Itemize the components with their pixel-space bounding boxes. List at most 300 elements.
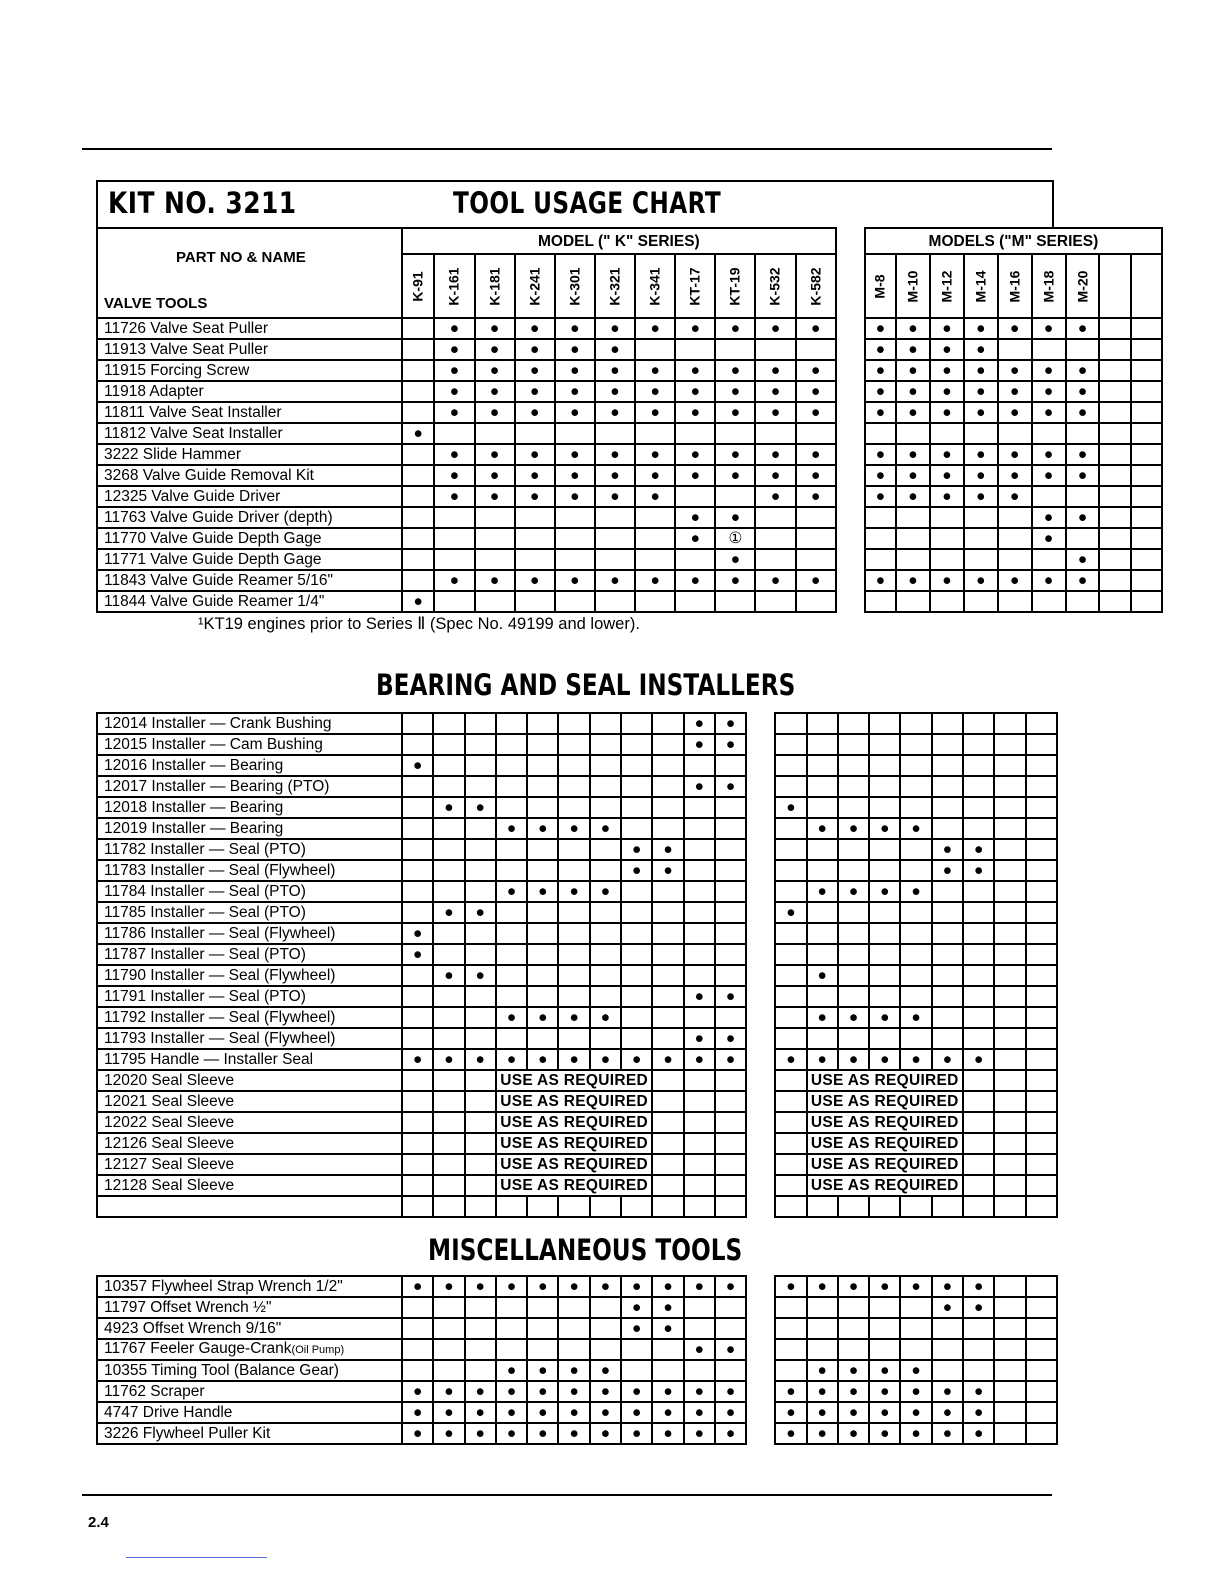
k-cell-kt-17	[621, 944, 652, 965]
m-cell-m-8	[865, 507, 896, 528]
part-name: 11918 Adapter	[97, 381, 402, 402]
k-cell-k-321	[595, 507, 635, 528]
m-cell-m-8: ●	[865, 360, 896, 381]
k-cell-k-582: ●	[715, 1049, 746, 1070]
part-name: 12018 Installer — Bearing	[97, 797, 402, 818]
k-cell-k-532: ●	[684, 1339, 715, 1360]
m-cell-m-18	[932, 986, 963, 1007]
k-cell	[465, 1070, 496, 1091]
k-cell-k-532	[684, 1007, 715, 1028]
m-cell-m-18	[932, 1007, 963, 1028]
m-cell-extra	[1099, 381, 1130, 402]
bearing-table	[96, 712, 1058, 1218]
m-cell-extra	[1026, 1360, 1057, 1381]
k-cell-k-341	[590, 923, 621, 944]
m-cell	[963, 1154, 994, 1175]
m-cell-m-10: ●	[807, 1402, 838, 1423]
m-cell-extra	[1131, 402, 1162, 423]
m-cell-extra	[1026, 776, 1057, 797]
k-cell	[433, 1154, 464, 1175]
m-cell	[994, 1091, 1025, 1112]
k-cell-kt-17	[621, 1360, 652, 1381]
k-cell-k-301: ●	[527, 1360, 558, 1381]
table-row	[97, 528, 1162, 549]
k-model-header	[715, 254, 755, 318]
m-cell-m-14	[964, 549, 998, 570]
m-cell-m-14	[964, 507, 998, 528]
m-cell-m-14: ●	[869, 1381, 900, 1402]
misc-section	[96, 1275, 1058, 1445]
k-cell-kt-19	[652, 797, 683, 818]
k-series-header: MODEL (" K" SERIES)	[402, 228, 836, 254]
k-cell-k-321	[558, 797, 589, 818]
k-cell-k-181	[475, 549, 515, 570]
m-cell-m-10	[896, 591, 930, 612]
m-cell	[1026, 1175, 1057, 1196]
m-cell-m-20: ●	[1066, 402, 1100, 423]
m-cell-m-10	[807, 944, 838, 965]
m-cell-m-16	[998, 423, 1032, 444]
m-cell-extra	[1026, 1381, 1057, 1402]
k-cell-k-241	[496, 1339, 527, 1360]
k-cell-k-341	[590, 860, 621, 881]
m-cell-m-20: ●	[1066, 444, 1100, 465]
m-cell-extra	[994, 1049, 1025, 1070]
m-cell-m-8: ●	[775, 1276, 806, 1297]
k-cell-kt-19: ●	[652, 1402, 683, 1423]
k-cell-k-241: ●	[496, 881, 527, 902]
k-cell-kt-19: ●	[715, 444, 755, 465]
k-cell-k-301	[527, 860, 558, 881]
k-cell-kt-17	[621, 776, 652, 797]
m-cell-m-20: ●	[1066, 549, 1100, 570]
k-cell-kt-19: ●	[715, 318, 755, 339]
k-model-header	[434, 254, 474, 318]
k-cell-k-321	[558, 713, 589, 734]
m-cell-extra	[1026, 1402, 1057, 1423]
m-model-header	[1032, 254, 1066, 318]
m-cell-m-16	[900, 797, 931, 818]
m-cell-m-18	[932, 881, 963, 902]
m-cell-m-18	[932, 1339, 963, 1360]
model-label: M-12	[938, 270, 955, 302]
k-cell-k-91: ●	[402, 1381, 433, 1402]
m-cell-m-8	[775, 860, 806, 881]
k-cell-k-91	[402, 318, 434, 339]
k-cell-k-341	[590, 755, 621, 776]
k-cell-k-582	[715, 923, 746, 944]
m-cell-m-12	[838, 1297, 869, 1318]
m-cell-m-10: ●	[896, 339, 930, 360]
k-cell-k-91	[402, 881, 433, 902]
m-cell-m-10: ●	[807, 818, 838, 839]
m-cell-m-14	[869, 755, 900, 776]
m-cell-m-14	[869, 902, 900, 923]
m-cell-m-16	[998, 591, 1032, 612]
use-as-required: USE AS REQUIRED	[496, 1133, 652, 1154]
m-cell-extra	[994, 1339, 1025, 1360]
table-row	[97, 402, 1162, 423]
series-gap	[836, 423, 865, 444]
k-cell-k-91	[402, 1028, 433, 1049]
m-cell-m-8	[775, 965, 806, 986]
k-cell-k-341: ●	[635, 318, 675, 339]
k-cell-k-91	[402, 528, 434, 549]
k-cell-k-532	[755, 591, 795, 612]
series-gap	[746, 902, 775, 923]
k-cell-k-181: ●	[465, 902, 496, 923]
k-cell-k-532: ●	[684, 1049, 715, 1070]
k-cell-k-241	[515, 423, 555, 444]
m-cell-extra	[1131, 549, 1162, 570]
series-gap	[746, 818, 775, 839]
k-cell-k-161: ●	[434, 381, 474, 402]
m-cell-m-8: ●	[865, 465, 896, 486]
k-cell-k-241	[496, 734, 527, 755]
k-cell-k-91	[402, 1297, 433, 1318]
m-cell-extra	[1026, 1007, 1057, 1028]
part-name: 11787 Installer — Seal (PTO)	[97, 944, 402, 965]
k-cell-kt-17	[675, 486, 715, 507]
m-cell-m-18: ●	[932, 1402, 963, 1423]
m-cell-extra	[994, 713, 1025, 734]
top-rule	[82, 148, 1052, 150]
m-cell-extra	[1026, 1276, 1057, 1297]
m-cell-m-20	[963, 965, 994, 986]
m-cell-m-12	[838, 734, 869, 755]
m-cell-m-16	[900, 1339, 931, 1360]
part-name: 12019 Installer — Bearing	[97, 818, 402, 839]
m-cell-m-12: ●	[838, 1007, 869, 1028]
k-cell-k-341: ●	[635, 402, 675, 423]
part-name: 12126 Seal Sleeve	[97, 1133, 402, 1154]
m-cell-m-16	[900, 776, 931, 797]
table-row	[97, 1154, 1057, 1175]
table-row	[97, 381, 1162, 402]
chart-title: TOOL USAGE CHART	[453, 186, 722, 220]
m-cell-extra	[1026, 713, 1057, 734]
use-as-required: USE AS REQUIRED	[496, 1175, 652, 1196]
k-cell-k-582	[715, 839, 746, 860]
m-cell-m-16: ●	[998, 444, 1032, 465]
m-cell-extra	[1026, 1318, 1057, 1339]
k-cell-k-91	[402, 986, 433, 1007]
m-cell-m-12: ●	[838, 1423, 869, 1444]
k-cell-k-241	[496, 944, 527, 965]
k-cell	[402, 1070, 433, 1091]
m-cell-m-10: ●	[807, 1007, 838, 1028]
m-cell-m-20: ●	[963, 1402, 994, 1423]
k-cell-k-181: ●	[475, 444, 515, 465]
m-cell-m-10	[807, 797, 838, 818]
k-cell-k-241: ●	[515, 465, 555, 486]
k-model-header	[675, 254, 715, 318]
model-label: K-532	[767, 266, 784, 306]
m-cell-extra	[1026, 734, 1057, 755]
series-gap	[746, 860, 775, 881]
m-cell-m-12	[838, 755, 869, 776]
m-cell-m-18	[932, 944, 963, 965]
m-cell-m-16: ●	[998, 486, 1032, 507]
m-cell-extra	[1131, 465, 1162, 486]
k-cell-k-341	[590, 734, 621, 755]
k-cell-kt-19: ●	[652, 1049, 683, 1070]
k-cell-kt-17	[621, 1028, 652, 1049]
m-cell-m-10: ●	[896, 570, 930, 591]
m-cell-m-16: ●	[900, 1423, 931, 1444]
part-name: 11783 Installer — Seal (Flywheel)	[97, 860, 402, 881]
m-cell-m-12	[838, 902, 869, 923]
use-as-required: USE AS REQUIRED	[496, 1070, 652, 1091]
k-cell-k-241: ●	[496, 1276, 527, 1297]
k-cell-k-301	[527, 923, 558, 944]
series-gap	[836, 228, 865, 318]
part-name: 11843 Valve Guide Reamer 5/16"	[97, 570, 402, 591]
m-cell-m-12: ●	[838, 1049, 869, 1070]
m-cell-m-14: ●	[964, 360, 998, 381]
k-cell-k-181	[475, 591, 515, 612]
k-cell-k-161	[433, 755, 464, 776]
k-cell-kt-17	[621, 1007, 652, 1028]
m-cell-m-10: ●	[807, 1360, 838, 1381]
k-cell-k-91: ●	[402, 1423, 433, 1444]
m-cell-m-20	[963, 1339, 994, 1360]
k-cell-kt-19: ●	[652, 1381, 683, 1402]
m-cell-extra	[994, 923, 1025, 944]
part-name: 11770 Valve Guide Depth Gage	[97, 528, 402, 549]
m-cell-m-16: ●	[900, 1007, 931, 1028]
k-cell-kt-19	[652, 965, 683, 986]
m-cell-m-14	[869, 1339, 900, 1360]
k-cell-k-582	[715, 818, 746, 839]
m-cell-m-8	[775, 1297, 806, 1318]
table-row	[97, 1028, 1057, 1049]
k-cell-kt-17	[621, 965, 652, 986]
k-cell-kt-17: ●	[675, 570, 715, 591]
m-cell-extra	[1026, 1028, 1057, 1049]
m-cell-extra	[1131, 486, 1162, 507]
k-cell-k-582	[796, 528, 836, 549]
m-cell-m-20: ●	[1066, 507, 1100, 528]
k-cell-k-341	[590, 944, 621, 965]
valve-tools-heading: VALVE TOOLS	[104, 295, 208, 312]
k-cell-k-341	[590, 1028, 621, 1049]
k-cell-k-301: ●	[527, 818, 558, 839]
k-cell-k-181: ●	[475, 381, 515, 402]
k-cell-k-341	[635, 591, 675, 612]
k-cell-k-181: ●	[475, 360, 515, 381]
m-cell-m-16	[900, 1318, 931, 1339]
part-name: 11844 Valve Guide Reamer 1/4"	[97, 591, 402, 612]
m-cell-m-16: ●	[900, 881, 931, 902]
table-row	[97, 1297, 1057, 1318]
m-cell-m-16	[998, 507, 1032, 528]
k-cell-k-321	[558, 965, 589, 986]
use-as-required: USE AS REQUIRED	[807, 1070, 963, 1091]
bottom-rule	[82, 1494, 1052, 1496]
series-gap	[746, 923, 775, 944]
m-cell-m-16	[900, 986, 931, 1007]
m-cell-m-14	[869, 986, 900, 1007]
part-name: 12016 Installer — Bearing	[97, 755, 402, 776]
m-cell-m-14	[869, 839, 900, 860]
k-model-header	[555, 254, 595, 318]
m-cell-m-12	[838, 944, 869, 965]
misc-heading: MISCELLANEOUS TOOLS	[428, 1233, 743, 1267]
k-cell-k-91	[402, 1360, 433, 1381]
k-cell-k-532	[755, 528, 795, 549]
k-model-header	[595, 254, 635, 318]
m-cell-extra	[1131, 570, 1162, 591]
m-cell-extra	[1099, 402, 1130, 423]
series-gap	[746, 734, 775, 755]
k-cell-k-532: ●	[755, 402, 795, 423]
k-cell-k-341	[590, 839, 621, 860]
k-cell-k-321	[558, 1318, 589, 1339]
m-cell-m-10	[807, 776, 838, 797]
m-cell-m-18: ●	[1032, 528, 1066, 549]
series-gap	[746, 1112, 775, 1133]
k-cell-k-181	[475, 507, 515, 528]
part-name-note: (Oil Pump)	[291, 1344, 345, 1356]
part-name: 10357 Flywheel Strap Wrench 1/2"	[97, 1276, 402, 1297]
k-cell-k-582	[796, 423, 836, 444]
m-cell-extra	[994, 986, 1025, 1007]
part-name: 11812 Valve Seat Installer	[97, 423, 402, 444]
k-cell-k-241	[496, 902, 527, 923]
m-cell-extra	[994, 1196, 1025, 1217]
series-gap	[836, 318, 865, 339]
m-cell	[1026, 1154, 1057, 1175]
use-as-required: USE AS REQUIRED	[807, 1112, 963, 1133]
m-cell-m-8: ●	[865, 381, 896, 402]
m-cell-m-20: ●	[963, 1381, 994, 1402]
m-cell-m-16: ●	[900, 1381, 931, 1402]
part-name: 11784 Installer — Seal (PTO)	[97, 881, 402, 902]
k-cell-k-301: ●	[527, 881, 558, 902]
m-cell-m-20	[963, 923, 994, 944]
m-cell-m-10	[807, 1028, 838, 1049]
k-cell-k-301	[527, 797, 558, 818]
k-cell-k-91	[402, 507, 434, 528]
k-cell-k-582	[715, 902, 746, 923]
m-cell-m-8	[775, 1028, 806, 1049]
m-cell-m-12: ●	[930, 570, 964, 591]
table-row	[97, 1091, 1057, 1112]
m-cell-m-10: ●	[896, 465, 930, 486]
k-cell-kt-17	[621, 734, 652, 755]
m-cell-m-12	[838, 860, 869, 881]
m-cell-extra	[994, 1360, 1025, 1381]
k-cell-k-341	[635, 549, 675, 570]
k-cell-k-301	[527, 986, 558, 1007]
k-cell-k-582	[715, 1297, 746, 1318]
k-cell-k-91	[402, 965, 433, 986]
m-cell-extra	[1099, 444, 1130, 465]
part-name: 4747 Drive Handle	[97, 1402, 402, 1423]
k-cell-k-321	[595, 549, 635, 570]
m-cell-m-14: ●	[869, 881, 900, 902]
table-row	[97, 507, 1162, 528]
k-cell-k-91: ●	[402, 755, 433, 776]
m-cell-m-8	[865, 591, 896, 612]
k-cell-k-321: ●	[558, 818, 589, 839]
k-cell-k-181	[465, 755, 496, 776]
k-cell-k-161: ●	[433, 1402, 464, 1423]
m-cell	[963, 1112, 994, 1133]
k-cell	[715, 1133, 746, 1154]
part-name: 12015 Installer — Cam Bushing	[97, 734, 402, 755]
series-gap	[746, 1049, 775, 1070]
k-cell-kt-19	[652, 923, 683, 944]
k-cell-k-532: ●	[755, 444, 795, 465]
k-cell-k-321	[595, 528, 635, 549]
m-model-extra	[1131, 254, 1162, 318]
k-cell-k-341	[590, 1339, 621, 1360]
k-cell-k-241: ●	[515, 318, 555, 339]
model-label: K-241	[526, 266, 543, 306]
k-cell-k-301: ●	[555, 570, 595, 591]
m-cell-m-18: ●	[1032, 381, 1066, 402]
series-gap	[746, 965, 775, 986]
m-cell-m-10	[807, 839, 838, 860]
series-gap	[836, 591, 865, 612]
m-cell-m-14: ●	[869, 1049, 900, 1070]
k-cell-k-582	[715, 860, 746, 881]
k-cell-k-301	[527, 734, 558, 755]
series-gap	[746, 776, 775, 797]
k-cell-kt-19	[652, 1196, 683, 1217]
k-cell-k-161	[433, 713, 464, 734]
k-cell-kt-19	[652, 902, 683, 923]
series-gap	[836, 465, 865, 486]
m-cell-m-16	[900, 923, 931, 944]
k-cell-kt-19	[715, 591, 755, 612]
k-cell-k-161: ●	[433, 797, 464, 818]
k-cell-k-241	[496, 797, 527, 818]
m-cell-m-20	[963, 818, 994, 839]
series-gap	[746, 1276, 775, 1297]
m-cell-m-16	[900, 734, 931, 755]
k-cell-kt-17: ●	[621, 1276, 652, 1297]
part-name: 12325 Valve Guide Driver	[97, 486, 402, 507]
k-cell-k-91: ●	[402, 944, 433, 965]
table-row	[97, 423, 1162, 444]
m-cell-m-8: ●	[865, 570, 896, 591]
k-cell-kt-19: ●	[652, 1318, 683, 1339]
k-cell-k-321: ●	[595, 381, 635, 402]
table-row	[97, 1007, 1057, 1028]
part-name: 3226 Flywheel Puller Kit	[97, 1423, 402, 1444]
m-cell-m-14	[869, 734, 900, 755]
m-cell-m-18	[1032, 423, 1066, 444]
k-cell-k-321	[558, 902, 589, 923]
k-model-header	[515, 254, 555, 318]
k-cell-k-181	[465, 713, 496, 734]
m-cell-m-12: ●	[838, 1381, 869, 1402]
chart-title-bar	[96, 180, 1054, 227]
m-cell-m-10: ●	[896, 486, 930, 507]
m-cell-extra	[1026, 1297, 1057, 1318]
m-cell	[994, 1070, 1025, 1091]
k-cell-k-161: ●	[433, 902, 464, 923]
m-cell-m-16: ●	[900, 1049, 931, 1070]
m-cell-m-12	[838, 986, 869, 1007]
k-cell-k-91	[402, 402, 434, 423]
k-cell-k-241	[515, 549, 555, 570]
k-cell-k-341: ●	[590, 1049, 621, 1070]
k-cell-k-161	[434, 423, 474, 444]
